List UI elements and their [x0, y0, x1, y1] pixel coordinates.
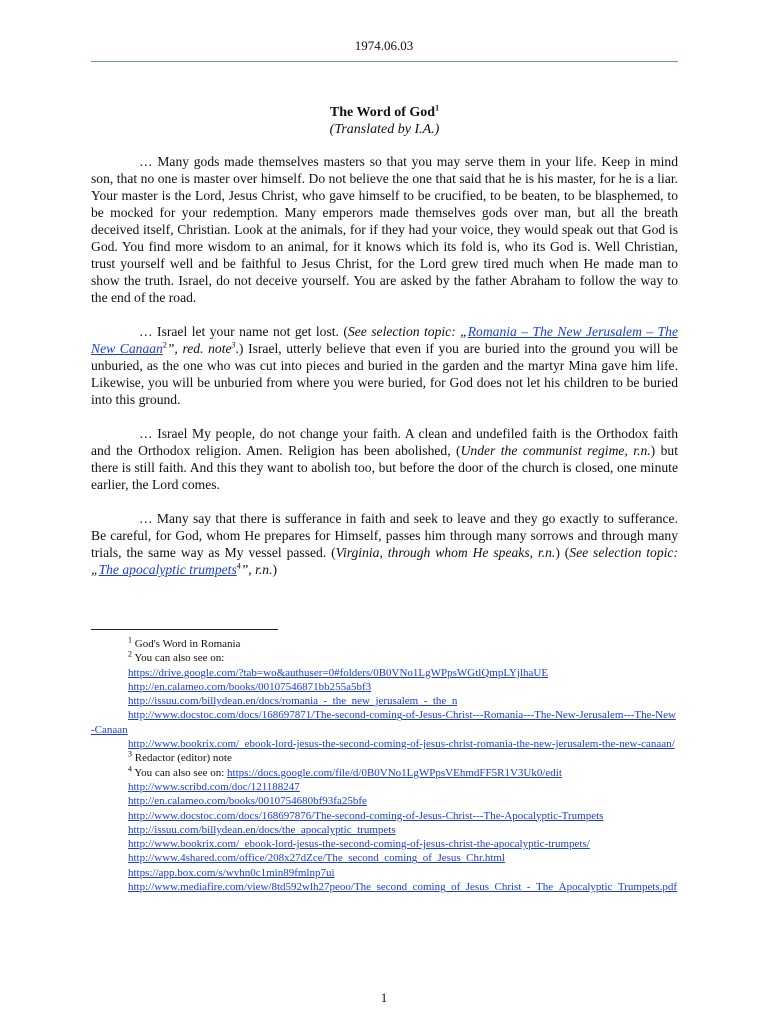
footnote-2-text: You can also see on: [134, 652, 225, 665]
footnote-4-link-1 [91, 780, 678, 794]
page-number: 1 [380, 990, 388, 1005]
document-body [91, 153, 678, 595]
paragraph-3-text: … Israel My people, do not change your faith. A clean and undefiled faith is the Orthodox faith and the Orthodox religion. Amen. Religion has been abolished, ( [91, 426, 678, 458]
footnote-link[interactable]: http://en.calameo.com/books/00107546871bb255a5bf3 [128, 680, 372, 693]
footnote-1-number: 1 [128, 635, 132, 645]
footnote-link[interactable]: http://www.scribd.com/doc/121188247 [128, 780, 300, 793]
footnote-4-link-4 [91, 823, 678, 837]
footnote-ref-1[interactable]: 1 [435, 103, 440, 113]
selection-topic-label: See selection topic: „ [91, 545, 678, 577]
paragraph-4-note: Virginia, through whom He speaks, r.n. [335, 545, 556, 560]
footnote-4-link-6 [91, 851, 678, 865]
footnote-4-link-3 [91, 809, 678, 823]
paragraph-3-note: Under the communist regime, r.n. [460, 443, 651, 458]
footnote-1-text: God's Word in Romania [134, 638, 241, 650]
footnote-link[interactable]: https://drive.google.com/?tab=wo&authuser=0#folders/0B0VNo1LgWPpsWGtlQmpLYjlhaUE [128, 666, 549, 679]
footnote-link[interactable]: https://docs.google.com/file/d/0B0VNo1LgWPpsVEhmdFF5R1V3Uk0/edit [227, 766, 562, 779]
title-block [91, 104, 678, 138]
document-title-text: The Word of God [329, 105, 436, 120]
paragraph-3 [91, 425, 678, 493]
footnote-2-link-1 [91, 666, 678, 680]
footnote-link[interactable]: http://issuu.com/billydean.en/docs/romania_-_the_new_jerusalem_-_the_n [128, 695, 458, 708]
document-subtitle: (Translated by I.A.) [329, 122, 440, 137]
selection-topic-label: See selection topic: „ [347, 324, 468, 339]
document-title [91, 104, 678, 121]
footnote-4-link-7 [91, 866, 678, 880]
footnote-link[interactable]: http://www.bookrix.com/_ebook-lord-jesus-the-second-coming-of-jesus-christ-the-apocalyptic-trumpets/ [128, 838, 590, 851]
page-header-date: 1974.06.03 [354, 38, 414, 53]
footnote-4 [91, 766, 678, 780]
paragraph-1: … Many gods made themselves masters so that you may serve them in your life. Keep in mind son, that no one is master over himself. Do not believe the one that said that he is his master, for he is a liar. Your master is the Lord, Jesus Christ, who gave himself to be crucified, to be beaten, to be blasphemed, to be mocked for your redemption. Many emperors made themselves gods over man, but all the breath deceived itself, Christian. Look at the animals, for if they had your voice, they would speak out that God is God. You find more wisdom to an animal, for it knows which its fold is, who its God is. Well Christian, trust yourself well and be faithful to Jesus Christ, for the Lord grew tired much when He made man to show the truth. Israel, do not deceive yourself. You are asked by the father Abraham to follow the way to the end of the road. [91, 154, 678, 305]
romania-new-jerusalem-link[interactable]: Romania – The New Jerusalem – The New Canaan [91, 324, 678, 356]
footnote-ref-3[interactable]: 3 [231, 340, 236, 350]
footnote-2 [91, 651, 678, 665]
paragraph-4 [91, 510, 678, 578]
paragraph-4-rn: ”, r.n. [240, 562, 273, 577]
footnotes [91, 637, 678, 894]
footnote-4-link-2 [91, 794, 678, 808]
footnote-4-link-5 [91, 837, 678, 851]
footnote-3-text: Redactor (editor) note [134, 752, 232, 765]
paragraph-2-intro: … Israel let your name not get lost. ( [139, 324, 348, 339]
footnote-3-number: 3 [128, 749, 132, 759]
footnote-4-number: 4 [128, 764, 132, 774]
red-note-label: ”, red. note [166, 341, 232, 356]
apocalyptic-trumpets-link[interactable]: The apocalyptic trumpets [98, 562, 237, 577]
footnote-2-link-4 [91, 708, 678, 737]
paragraph-4-close: ) [272, 562, 278, 577]
footnote-2-link-3 [91, 694, 678, 708]
footnote-link[interactable]: https://app.box.com/s/wvhn0c1min89fmlnp7ui [128, 866, 335, 879]
footnote-link[interactable]: http://www.docstoc.com/docs/168697871/The-second-coming-of-Jesus-Christ---Romania---The-New-Jerusalem---The-New-Canaan [91, 709, 676, 736]
footnote-2-link-5 [91, 737, 678, 751]
footnote-3 [91, 751, 678, 765]
footnote-separator [91, 629, 278, 630]
paragraph-2-text: Israel, utterly believe that even if you are buried into the ground you will be unburied, as the one who was cut into pieces and buried in the garden and the martyr Mina gave him life. Likewise, you will be unburied from where you were buried, for God does not let his children to be buried into this ground. [91, 341, 678, 407]
paragraph-4-text: … Many say that there is sufferance in faith and seek to leave and they go exactly to sufferance. Be careful, for God, whom He prepares for Himself, passes him through many sorrows and through many trials, the same way as My vessel passed. ( [91, 511, 678, 560]
header-divider [91, 61, 678, 62]
footnote-2-number: 2 [128, 649, 132, 659]
footnote-link[interactable]: http://www.mediafire.com/view/8td592wlh27peoo/The_second_coming_of_Jesus_Christ_-_The_Apocalyptic_Trumpets.pdf [128, 881, 678, 894]
paragraph-2 [91, 323, 678, 408]
footnote-link[interactable]: http://issuu.com/billydean.en/docs/the_apocalyptic_trumpets [128, 823, 396, 836]
footnote-link[interactable]: http://www.4shared.com/office/208x27dZce/The_second_coming_of_Jesus_Chr.html [128, 852, 505, 865]
footnote-ref-4[interactable]: 4 [236, 561, 241, 571]
footnote-link[interactable]: http://www.docstoc.com/docs/168697876/The-second-coming-of-Jesus-Christ---The-Apocalyptic-Trumpets [128, 809, 604, 822]
paragraph-3-end: ) but there is still faith. And this they want to abolish too, but before the door of the church is closed, one minute earlier, the Lord comes. [91, 443, 679, 492]
footnote-link[interactable]: http://www.bookrix.com/_ebook-lord-jesus-the-second-coming-of-jesus-christ-romania-the-new-jerusalem-the-new-canaan/ [128, 738, 675, 751]
footnote-4-text: You can also see on: [134, 766, 228, 779]
paragraph-2-close: .) [235, 341, 244, 356]
footnote-1 [91, 637, 678, 651]
footnote-2-link-2 [91, 680, 678, 694]
paragraph-4-mid: ) ( [555, 545, 570, 560]
footnote-link[interactable]: http://en.calameo.com/books/0010754680bf93fa25bfe [128, 795, 367, 808]
footnote-ref-2[interactable]: 2 [162, 340, 167, 350]
footnote-4-link-8 [91, 880, 678, 894]
